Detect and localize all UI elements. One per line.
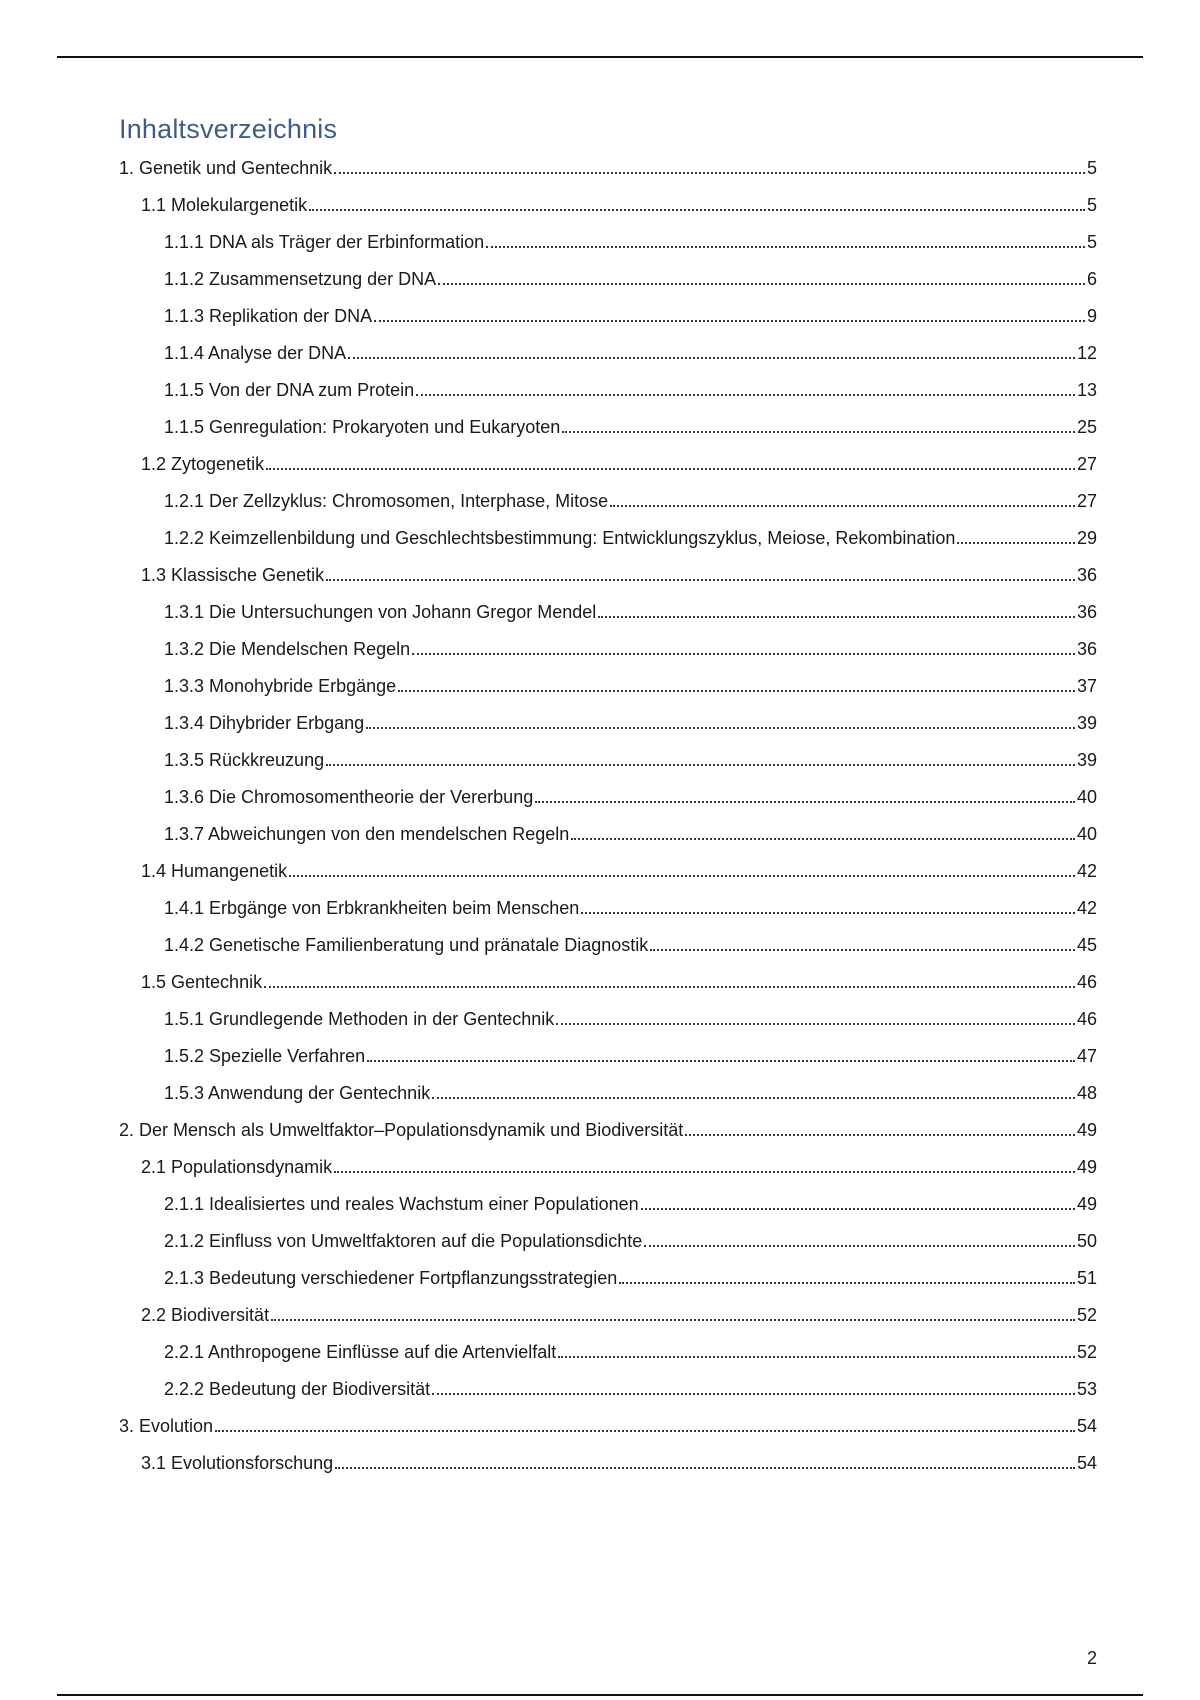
- toc-entry-label: 2.1 Populationsdynamik: [141, 1157, 333, 1177]
- toc-entry-label: 2.1.2 Einfluss von Umweltfaktoren auf die Populationsdichte: [164, 1231, 643, 1251]
- toc-entry-label: 1.4 Humangenetik: [141, 861, 288, 881]
- toc-entry-label: 1.3.3 Monohybride Erbgänge: [164, 676, 397, 696]
- toc-entry-page: 37: [1076, 676, 1097, 696]
- toc-entry[interactable]: [164, 268, 1097, 290]
- toc-entry[interactable]: [141, 971, 1097, 993]
- toc-entry-page: 39: [1076, 713, 1097, 733]
- toc-entry[interactable]: [164, 1008, 1097, 1030]
- toc-entry-label: 1.3.6 Die Chromosomentheorie der Vererbung: [164, 787, 534, 807]
- toc-entry-page: 51: [1076, 1268, 1097, 1288]
- toc-entry-label: 1.1 Molekulargenetik: [141, 195, 308, 215]
- toc-entry[interactable]: [141, 194, 1097, 216]
- toc-leader-dots: [438, 282, 1085, 285]
- toc-entry-label: 1.5 Gentechnik: [141, 972, 263, 992]
- toc-leader-dots: [416, 393, 1075, 396]
- toc-entry-page: 42: [1076, 861, 1097, 881]
- toc-leader-dots: [598, 615, 1075, 618]
- toc-entry-page: 46: [1076, 1009, 1097, 1029]
- toc-leader-dots: [558, 1355, 1075, 1358]
- toc-entry-label: 1.4.1 Erbgänge von Erbkrankheiten beim Menschen: [164, 898, 580, 918]
- toc-leader-dots: [685, 1133, 1075, 1136]
- toc-entry[interactable]: [141, 1156, 1097, 1178]
- toc-leader-dots: [412, 652, 1075, 655]
- toc-entry-label: 3. Evolution: [119, 1416, 214, 1436]
- toc-entry[interactable]: [164, 1082, 1097, 1104]
- toc-entry-page: 46: [1076, 972, 1097, 992]
- toc-leader-dots: [326, 763, 1075, 766]
- toc-entry-page: 12: [1076, 343, 1097, 363]
- toc-leader-dots: [650, 948, 1075, 951]
- toc-entry-page: 54: [1076, 1453, 1097, 1473]
- toc-entry-label: 2.1.3 Bedeutung verschiedener Fortpflanzungsstrategien: [164, 1268, 618, 1288]
- toc-entry-label: 1.3 Klassische Genetik: [141, 565, 325, 585]
- toc-entry-label: 1.1.2 Zusammensetzung der DNA: [164, 269, 437, 289]
- toc-entry-label: 1. Genetik und Gentechnik: [119, 158, 333, 178]
- toc-leader-dots: [644, 1244, 1075, 1247]
- toc-leader-dots: [289, 874, 1075, 877]
- toc-entry[interactable]: [164, 638, 1097, 660]
- toc-entry-label: 1.3.4 Dihybrider Erbgang: [164, 713, 365, 733]
- toc-entry-page: 27: [1076, 454, 1097, 474]
- toc-entry-label: 2.2.1 Anthropogene Einflüsse auf die Artenvielfalt: [164, 1342, 557, 1362]
- toc-entry[interactable]: [164, 601, 1097, 623]
- toc-leader-dots: [581, 911, 1075, 914]
- toc-entry[interactable]: [164, 934, 1097, 956]
- toc-leader-dots: [535, 800, 1075, 803]
- toc-leader-dots: [374, 319, 1085, 322]
- toc-entry-label: 1.1.5 Von der DNA zum Protein: [164, 380, 415, 400]
- toc-entry-page: 27: [1076, 491, 1097, 511]
- toc-entry-page: 47: [1076, 1046, 1097, 1066]
- toc-entry-label: 1.3.5 Rückkreuzung: [164, 750, 325, 770]
- toc-leader-dots: [610, 504, 1075, 507]
- toc-leader-dots: [264, 985, 1075, 988]
- toc-entry[interactable]: [164, 897, 1097, 919]
- toc-entry-label: 1.4.2 Genetische Familienberatung und pränatale Diagnostik: [164, 935, 649, 955]
- toc-entry[interactable]: [141, 564, 1097, 586]
- toc-entry-page: 53: [1076, 1379, 1097, 1399]
- toc-entry-page: 5: [1086, 158, 1097, 178]
- toc-entry[interactable]: [164, 305, 1097, 327]
- toc-leader-dots: [348, 356, 1075, 359]
- toc-entry[interactable]: [164, 416, 1097, 438]
- toc-entry-label: 2.1.1 Idealisiertes und reales Wachstum einer Populationen: [164, 1194, 639, 1214]
- toc-entry[interactable]: [141, 453, 1097, 475]
- toc-title: Inhaltsverzeichnis: [119, 114, 338, 144]
- toc-leader-dots: [619, 1281, 1075, 1284]
- toc-entry-label: 2. Der Mensch als Umweltfaktor–Populationsdynamik und Biodiversität: [119, 1120, 684, 1140]
- toc-entry[interactable]: [164, 1378, 1097, 1400]
- toc-entry-label: 1.1.4 Analyse der DNA: [164, 343, 347, 363]
- toc-entry[interactable]: [119, 1415, 1097, 1437]
- toc-entry-page: 25: [1076, 417, 1097, 437]
- toc-entry-page: 54: [1076, 1416, 1097, 1436]
- toc-leader-dots: [486, 245, 1085, 248]
- toc-entry-page: 45: [1076, 935, 1097, 955]
- toc-entry[interactable]: [164, 490, 1097, 512]
- header-rule: [57, 56, 1143, 58]
- toc-leader-dots: [398, 689, 1075, 692]
- toc-entry[interactable]: [164, 786, 1097, 808]
- toc-entry-page: 49: [1076, 1194, 1097, 1214]
- toc-entry-page: 52: [1076, 1305, 1097, 1325]
- toc-entry-page: 5: [1086, 195, 1097, 215]
- toc-entry[interactable]: [164, 342, 1097, 364]
- toc-entry-page: 48: [1076, 1083, 1097, 1103]
- toc-entry-label: 1.5.2 Spezielle Verfahren: [164, 1046, 366, 1066]
- toc-entry-label: 2.2.2 Bedeutung der Biodiversität: [164, 1379, 431, 1399]
- toc-entry-label: 1.3.1 Die Untersuchungen von Johann Gregor Mendel: [164, 602, 597, 622]
- toc-leader-dots: [335, 1466, 1075, 1469]
- toc-entry-label: 1.3.2 Die Mendelschen Regeln: [164, 639, 411, 659]
- toc-entry[interactable]: [119, 157, 1097, 179]
- toc-leader-dots: [367, 1059, 1075, 1062]
- toc-entry-page: 42: [1076, 898, 1097, 918]
- toc-entry[interactable]: [164, 712, 1097, 734]
- toc-entry[interactable]: [164, 1193, 1097, 1215]
- toc-entry-page: 5: [1086, 232, 1097, 252]
- toc-entry-page: 36: [1076, 602, 1097, 622]
- toc-leader-dots: [366, 726, 1075, 729]
- toc-leader-dots: [266, 467, 1075, 470]
- toc-leader-dots: [432, 1096, 1075, 1099]
- toc-entry-label: 1.3.7 Abweichungen von den mendelschen Regeln: [164, 824, 570, 844]
- toc-entry[interactable]: [164, 1267, 1097, 1289]
- toc-entry-page: 36: [1076, 639, 1097, 659]
- toc-entry-page: 49: [1076, 1120, 1097, 1140]
- toc-leader-dots: [326, 578, 1075, 581]
- toc-entry-page: 52: [1076, 1342, 1097, 1362]
- toc-leader-dots: [571, 837, 1075, 840]
- toc-entry[interactable]: [164, 1045, 1097, 1067]
- toc-entry-page: 13: [1076, 380, 1097, 400]
- toc-leader-dots: [641, 1207, 1075, 1210]
- toc-entry[interactable]: [141, 860, 1097, 882]
- toc-entry-page: 9: [1086, 306, 1097, 326]
- toc-entry-page: 29: [1076, 528, 1097, 548]
- toc-entry-label: 1.1.5 Genregulation: Prokaryoten und Eukaryoten: [164, 417, 561, 437]
- toc-entry-label: 1.5.3 Anwendung der Gentechnik: [164, 1083, 431, 1103]
- toc-entry-label: 1.2 Zytogenetik: [141, 454, 265, 474]
- toc-entry-page: 36: [1076, 565, 1097, 585]
- toc-entry-page: 39: [1076, 750, 1097, 770]
- toc-entry-page: 6: [1086, 269, 1097, 289]
- toc-entry-label: 1.2.1 Der Zellzyklus: Chromosomen, Interphase, Mitose: [164, 491, 609, 511]
- toc-entry[interactable]: [164, 1230, 1097, 1252]
- toc-entry[interactable]: [141, 1452, 1097, 1474]
- toc-leader-dots: [271, 1318, 1075, 1321]
- toc-leader-dots: [334, 1170, 1075, 1173]
- toc-entry[interactable]: [141, 1304, 1097, 1326]
- toc-leader-dots: [562, 430, 1075, 433]
- toc-entry[interactable]: [164, 379, 1097, 401]
- toc-leader-dots: [334, 171, 1085, 174]
- toc-entry-label: 1.5.1 Grundlegende Methoden in der Gentechnik: [164, 1009, 555, 1029]
- page-number: 2: [1086, 1648, 1097, 1668]
- toc-entry-label: 1.1.3 Replikation der DNA: [164, 306, 373, 326]
- toc-entry-label: 1.1.1 DNA als Träger der Erbinformation: [164, 232, 485, 252]
- toc-entry-label: 3.1 Evolutionsforschung: [141, 1453, 334, 1473]
- toc-entry-label: 2.2 Biodiversität: [141, 1305, 270, 1325]
- toc-entry[interactable]: [164, 749, 1097, 771]
- toc-leader-dots: [309, 208, 1085, 211]
- toc-entry-page: 49: [1076, 1157, 1097, 1177]
- footer-rule: [57, 1694, 1143, 1696]
- toc-entry[interactable]: [119, 1119, 1097, 1141]
- toc-leader-dots: [957, 541, 1075, 544]
- toc-entry[interactable]: [164, 231, 1097, 253]
- toc-entry[interactable]: [164, 1341, 1097, 1363]
- toc-entry-label: 1.2.2 Keimzellenbildung und Geschlechtsbestimmung: Entwicklungszyklus, Meiose, Rekombination: [164, 528, 956, 548]
- toc-entry-page: 50: [1076, 1231, 1097, 1251]
- toc-entry[interactable]: [164, 675, 1097, 697]
- toc-leader-dots: [215, 1429, 1075, 1432]
- toc-entry-page: 40: [1076, 824, 1097, 844]
- toc-entry-page: 40: [1076, 787, 1097, 807]
- toc-leader-dots: [556, 1022, 1075, 1025]
- toc-entry[interactable]: [164, 527, 1097, 549]
- toc-leader-dots: [432, 1392, 1075, 1395]
- toc-entry[interactable]: [164, 823, 1097, 845]
